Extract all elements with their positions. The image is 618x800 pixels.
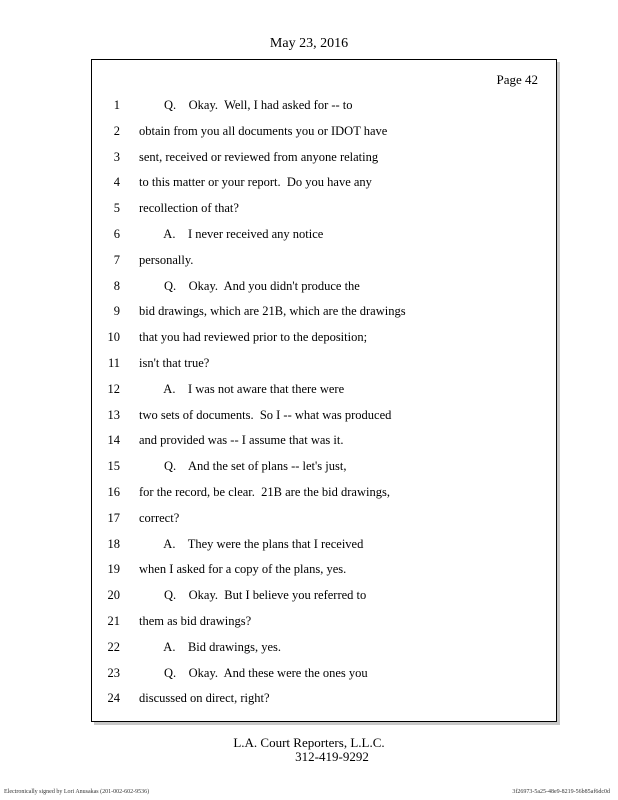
transcript-line: [92, 171, 556, 197]
transcript-line: [92, 275, 556, 301]
reporter-phone: 312-419-9292: [295, 749, 369, 764]
transcript-line: [92, 507, 556, 533]
line-text: Q. Okay. But I believe you referred to: [139, 588, 367, 603]
line-number: 24: [107, 691, 120, 706]
transcript-line: [92, 378, 556, 404]
line-text: them as bid drawings?: [139, 613, 252, 628]
line-number: 14: [107, 433, 120, 448]
line-number: 17: [107, 510, 120, 525]
transcript-line: [92, 146, 556, 172]
transcript-date: May 23, 2016: [269, 36, 349, 51]
line-number: 22: [107, 639, 120, 654]
line-number: 19: [107, 562, 120, 577]
line-text: A. I never received any notice: [139, 226, 324, 241]
line-number: 21: [107, 613, 120, 628]
line-text: discussed on direct, right?: [139, 691, 270, 706]
document-hash: 3f26973-5a25-48e9-8219-56b85af6dc0d: [512, 789, 610, 795]
transcript-line: [92, 481, 556, 507]
transcript-line: [92, 533, 556, 559]
transcript-line: [92, 326, 556, 352]
line-number: 1: [113, 98, 120, 112]
page-number: Page 42: [496, 72, 538, 87]
transcript-lines: [92, 94, 556, 713]
line-number: 18: [107, 536, 120, 551]
line-text: isn't that true?: [139, 355, 210, 370]
line-text: to this matter or your report. Do you have any: [139, 175, 372, 190]
line-text: Q. Okay. Well, I had asked for -- to: [139, 98, 353, 112]
transcript-line: [92, 120, 556, 146]
line-number: 9: [113, 304, 120, 319]
transcript-line: [92, 352, 556, 378]
line-text: A. Bid drawings, yes.: [139, 639, 282, 654]
transcript-line: [92, 429, 556, 455]
transcript-line: [92, 610, 556, 636]
line-text: sent, received or reviewed from anyone relating: [139, 149, 379, 164]
line-text: A. They were the plans that I received: [139, 536, 364, 551]
line-number: 16: [107, 484, 120, 499]
line-text: A. I was not aware that there were: [139, 381, 345, 396]
line-number: 2: [113, 123, 120, 138]
line-text: for the record, be clear. 21B are the bid drawings,: [139, 484, 390, 499]
line-text: two sets of documents. So I -- what was produced: [139, 407, 392, 422]
transcript-line: [92, 197, 556, 223]
line-text: personally.: [139, 252, 194, 267]
transcript-line: [92, 404, 556, 430]
line-text: correct?: [139, 510, 180, 525]
line-number: 6: [113, 226, 120, 241]
transcript-line: [92, 249, 556, 275]
line-number: 5: [113, 201, 120, 216]
transcript-line: [92, 455, 556, 481]
line-number: 10: [107, 330, 120, 345]
line-text: when I asked for a copy of the plans, yes.: [139, 562, 347, 577]
reporter-company: L.A. Court Reporters, L.L.C.: [233, 735, 385, 750]
line-text: Q. And the set of plans -- let's just,: [139, 459, 347, 474]
line-number: 20: [107, 588, 120, 603]
line-number: 7: [113, 252, 120, 267]
line-number: 15: [107, 459, 120, 474]
line-number: 11: [107, 355, 120, 370]
line-number: 8: [113, 278, 120, 293]
line-number: 4: [113, 175, 120, 190]
transcript-line: [92, 558, 556, 584]
transcript-line: [92, 636, 556, 662]
line-text: that you had reviewed prior to the deposition;: [139, 330, 368, 345]
transcript-line: [92, 662, 556, 688]
line-text: obtain from you all documents you or IDOT have: [139, 123, 388, 138]
line-number: 13: [107, 407, 120, 422]
electronic-signature: Electronically signed by Lori Anusakas (201-002-602-9536): [4, 789, 150, 795]
line-text: Q. Okay. And you didn't produce the: [139, 278, 360, 293]
line-number: 3: [113, 149, 120, 164]
line-text: and provided was -- I assume that was it.: [139, 433, 344, 448]
transcript-page-frame: [91, 59, 557, 722]
transcript-line: [92, 687, 556, 713]
line-number: 12: [107, 381, 120, 396]
line-number: 23: [107, 665, 120, 680]
line-text: Q. Okay. And these were the ones you: [139, 665, 368, 680]
line-text: bid drawings, which are 21B, which are the drawings: [139, 304, 406, 319]
transcript-line: [92, 300, 556, 326]
transcript-line: [92, 584, 556, 610]
transcript-line: [92, 223, 556, 249]
transcript-line: [92, 94, 556, 120]
line-text: recollection of that?: [139, 201, 239, 216]
